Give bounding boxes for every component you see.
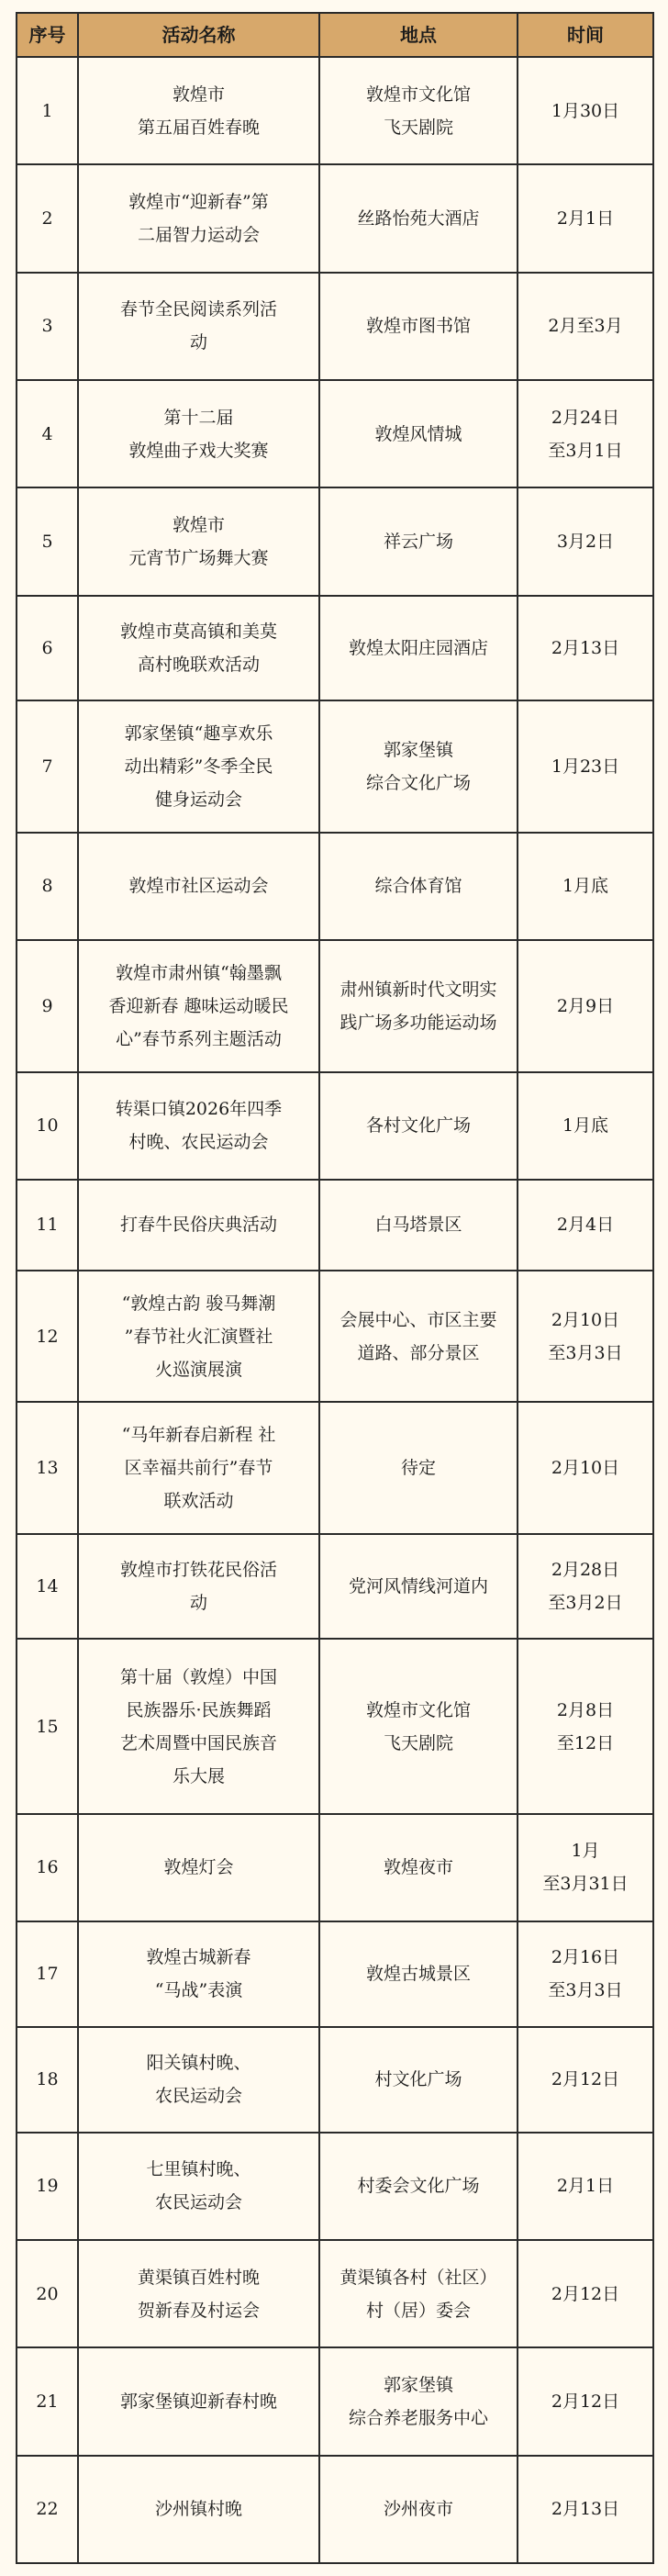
row-seq-cell bbox=[17, 1271, 78, 1402]
row-name-text: 郭家堡镇“趣享欢乐 动出精彩”冬季全民 健身运动会 bbox=[124, 723, 273, 811]
table-row bbox=[17, 700, 653, 832]
row-name-cell bbox=[78, 1402, 319, 1533]
row-time-cell bbox=[518, 2027, 653, 2133]
row-name-text: 转渠口镇2026年四季 村晚、农民运动会 bbox=[115, 1099, 283, 1153]
row-location-text: 村委会文化广场 bbox=[357, 2176, 480, 2197]
row-time-text: 1月底 bbox=[562, 876, 609, 897]
row-name-text: 沙州镇村晚 bbox=[154, 2499, 242, 2520]
events-table-wrapper bbox=[16, 12, 652, 2564]
row-time-cell bbox=[518, 1639, 653, 1813]
row-seq-text: 20 bbox=[36, 2283, 59, 2304]
row-location-cell bbox=[319, 380, 518, 487]
row-location-text: 敦煌市文化馆 飞天剧院 bbox=[365, 1699, 471, 1753]
row-name-cell bbox=[78, 1534, 319, 1640]
row-name-cell bbox=[78, 2133, 319, 2240]
row-time-cell bbox=[518, 57, 653, 164]
row-location-cell bbox=[319, 2240, 518, 2347]
row-time-cell bbox=[518, 273, 653, 380]
row-location-cell bbox=[319, 1534, 518, 1640]
row-time-cell bbox=[518, 164, 653, 272]
row-location-text: 敦煌古城景区 bbox=[365, 1964, 471, 1985]
row-name-text: “敦煌古韵 骏马舞潮 ”春节社火汇演暨社 火巡演展演 bbox=[121, 1293, 276, 1380]
row-time-cell bbox=[518, 1814, 653, 1921]
row-time-text: 2月9日 bbox=[556, 995, 615, 1016]
row-name-cell bbox=[78, 2027, 319, 2133]
row-seq-text: 10 bbox=[36, 1115, 59, 1137]
row-location-cell bbox=[319, 1639, 518, 1813]
row-name-text: 敦煌灯会 bbox=[163, 1857, 234, 1878]
row-location-cell bbox=[319, 833, 518, 940]
row-time-text: 2月10日 至3月3日 bbox=[548, 1309, 623, 1363]
header-seq: 序号 bbox=[17, 13, 78, 57]
row-location-cell bbox=[319, 1072, 518, 1180]
row-time-text: 2月16日 至3月3日 bbox=[548, 1947, 623, 2001]
row-location-text: 敦煌风情城 bbox=[374, 423, 462, 444]
row-time-text: 2月12日 bbox=[551, 2391, 620, 2412]
row-name-text: 郭家堡镇迎新春村晚 bbox=[119, 2391, 277, 2412]
row-location-text: 会展中心、市区主要 道路、部分景区 bbox=[340, 1309, 497, 1363]
row-seq-cell bbox=[17, 1180, 78, 1271]
table-row bbox=[17, 57, 653, 164]
row-name-cell bbox=[78, 833, 319, 940]
row-time-cell bbox=[518, 2456, 653, 2563]
header-name: 活动名称 bbox=[78, 13, 319, 57]
row-seq-cell bbox=[17, 273, 78, 380]
row-name-text: 黄渠镇百姓村晚 贺新春及村运会 bbox=[137, 2267, 260, 2321]
row-name-cell bbox=[78, 164, 319, 272]
row-location-cell bbox=[319, 57, 518, 164]
row-name-text: 打春牛民俗庆典活动 bbox=[119, 1215, 277, 1236]
row-seq-cell bbox=[17, 1639, 78, 1813]
row-seq-cell bbox=[17, 2133, 78, 2240]
row-location-text: 郭家堡镇 综合文化广场 bbox=[365, 740, 471, 794]
table-row bbox=[17, 1271, 653, 1402]
row-time-text: 2月至3月 bbox=[548, 316, 623, 337]
row-seq-text: 16 bbox=[36, 1857, 59, 1878]
row-location-cell bbox=[319, 2133, 518, 2240]
row-seq-cell bbox=[17, 1402, 78, 1533]
row-seq-cell bbox=[17, 2027, 78, 2133]
row-time-text: 2月4日 bbox=[556, 1215, 615, 1236]
row-time-cell bbox=[518, 1271, 653, 1402]
row-time-cell bbox=[518, 700, 653, 832]
table-row bbox=[17, 940, 653, 1071]
row-name-text: 第十届（敦煌）中国 民族器乐·民族舞蹈 艺术周暨中国民族音 乐大展 bbox=[119, 1666, 277, 1786]
row-seq-cell bbox=[17, 1814, 78, 1921]
row-location-text: 郭家堡镇 综合养老服务中心 bbox=[348, 2374, 488, 2428]
row-name-text: 敦煌市“迎新春”第 二届智力运动会 bbox=[128, 191, 269, 245]
row-time-cell bbox=[518, 1180, 653, 1271]
row-location-text: 村文化广场 bbox=[374, 2069, 462, 2090]
row-seq-cell bbox=[17, 1921, 78, 2027]
row-name-text: 第十二届 敦煌曲子戏大奖赛 bbox=[128, 407, 269, 461]
row-name-cell bbox=[78, 1639, 319, 1813]
table-row bbox=[17, 1921, 653, 2027]
row-seq-cell bbox=[17, 596, 78, 701]
table-row bbox=[17, 164, 653, 272]
row-time-text: 2月10日 bbox=[551, 1458, 620, 1479]
row-location-text: 敦煌太阳庄园酒店 bbox=[348, 638, 488, 658]
row-time-text: 1月23日 bbox=[551, 756, 620, 778]
row-location-text: 综合体育馆 bbox=[374, 876, 462, 897]
row-seq-text: 1 bbox=[41, 100, 53, 121]
row-name-text: 敦煌市 第五届百姓春晚 bbox=[137, 84, 260, 138]
row-seq-text: 13 bbox=[36, 1458, 59, 1479]
row-name-cell bbox=[78, 700, 319, 832]
table-row bbox=[17, 1402, 653, 1533]
table-row bbox=[17, 380, 653, 487]
table-row bbox=[17, 2347, 653, 2455]
row-time-cell bbox=[518, 1921, 653, 2027]
row-name-text: 敦煌市打铁花民俗活 动 bbox=[119, 1560, 277, 1614]
row-seq-text: 4 bbox=[41, 423, 53, 444]
row-time-cell bbox=[518, 2240, 653, 2347]
table-body bbox=[17, 57, 653, 2563]
row-name-cell bbox=[78, 596, 319, 701]
row-name-cell bbox=[78, 1814, 319, 1921]
table-row bbox=[17, 1180, 653, 1271]
row-name-text: 敦煌市 元宵节广场舞大赛 bbox=[128, 514, 269, 568]
row-location-cell bbox=[319, 596, 518, 701]
row-location-text: 祥云广场 bbox=[383, 531, 453, 552]
row-name-cell bbox=[78, 273, 319, 380]
row-location-text: 敦煌市文化馆 飞天剧院 bbox=[365, 84, 471, 138]
row-time-cell bbox=[518, 596, 653, 701]
row-location-cell bbox=[319, 1180, 518, 1271]
row-seq-cell bbox=[17, 1072, 78, 1180]
row-time-text: 1月30日 bbox=[551, 100, 620, 121]
row-location-text: 敦煌夜市 bbox=[383, 1857, 453, 1878]
row-seq-text: 7 bbox=[41, 756, 53, 778]
row-time-text: 2月8日 至12日 bbox=[556, 1699, 615, 1753]
row-seq-cell bbox=[17, 2456, 78, 2563]
row-time-text: 2月12日 bbox=[551, 2069, 620, 2090]
row-time-text: 3月2日 bbox=[556, 531, 615, 552]
row-seq-text: 15 bbox=[36, 1716, 59, 1737]
row-time-cell bbox=[518, 2133, 653, 2240]
row-seq-cell bbox=[17, 833, 78, 940]
row-name-cell bbox=[78, 1072, 319, 1180]
row-seq-text: 12 bbox=[36, 1326, 59, 1347]
table-row bbox=[17, 1639, 653, 1813]
row-seq-cell bbox=[17, 164, 78, 272]
row-time-cell bbox=[518, 940, 653, 1071]
row-time-cell bbox=[518, 1402, 653, 1533]
row-location-text: 肃州镇新时代文明实 践广场多功能运动场 bbox=[340, 979, 497, 1033]
row-location-cell bbox=[319, 700, 518, 832]
row-location-cell bbox=[319, 2347, 518, 2455]
row-seq-cell bbox=[17, 57, 78, 164]
table-row bbox=[17, 2456, 653, 2563]
row-name-cell bbox=[78, 2456, 319, 2563]
table-row bbox=[17, 2240, 653, 2347]
table-row bbox=[17, 1072, 653, 1180]
row-name-text: 春节全民阅读系列活 动 bbox=[119, 299, 277, 353]
row-location-text: 丝路怡苑大酒店 bbox=[357, 207, 480, 229]
row-seq-text: 3 bbox=[41, 316, 53, 337]
row-location-text: 黄渠镇各村（社区） 村（居）委会 bbox=[340, 2267, 497, 2321]
row-name-cell bbox=[78, 57, 319, 164]
row-seq-text: 19 bbox=[36, 2176, 59, 2197]
row-name-text: 敦煌市社区运动会 bbox=[128, 876, 269, 897]
row-location-text: 待定 bbox=[400, 1458, 436, 1479]
row-time-text: 2月13日 bbox=[551, 638, 620, 658]
row-seq-text: 5 bbox=[41, 531, 53, 552]
header-row bbox=[17, 13, 653, 57]
row-seq-cell bbox=[17, 940, 78, 1071]
row-name-cell bbox=[78, 1271, 319, 1402]
row-location-cell bbox=[319, 487, 518, 595]
row-location-cell bbox=[319, 1814, 518, 1921]
header-location: 地点 bbox=[319, 13, 518, 57]
row-location-text: 各村文化广场 bbox=[365, 1115, 471, 1137]
row-name-cell bbox=[78, 487, 319, 595]
table-row bbox=[17, 1534, 653, 1640]
row-seq-text: 6 bbox=[41, 638, 53, 658]
row-name-cell bbox=[78, 2240, 319, 2347]
row-name-cell bbox=[78, 940, 319, 1071]
row-name-cell bbox=[78, 1921, 319, 2027]
row-location-cell bbox=[319, 1402, 518, 1533]
row-seq-cell bbox=[17, 700, 78, 832]
row-time-text: 2月12日 bbox=[551, 2283, 620, 2304]
row-name-text: 敦煌古城新春 “马战”表演 bbox=[146, 1947, 251, 2001]
row-time-cell bbox=[518, 833, 653, 940]
row-seq-cell bbox=[17, 380, 78, 487]
row-time-cell bbox=[518, 487, 653, 595]
row-name-cell bbox=[78, 380, 319, 487]
row-time-cell bbox=[518, 1534, 653, 1640]
row-location-text: 党河风情线河道内 bbox=[348, 1576, 488, 1597]
row-time-cell bbox=[518, 2347, 653, 2455]
row-location-cell bbox=[319, 2456, 518, 2563]
table-row bbox=[17, 833, 653, 940]
row-seq-cell bbox=[17, 487, 78, 595]
row-name-text: 阳关镇村晚、 农民运动会 bbox=[146, 2053, 251, 2107]
row-name-cell bbox=[78, 1180, 319, 1271]
row-time-text: 2月1日 bbox=[556, 207, 615, 229]
row-time-cell bbox=[518, 380, 653, 487]
table-row bbox=[17, 596, 653, 701]
header-time: 时间 bbox=[518, 13, 653, 57]
row-location-cell bbox=[319, 2027, 518, 2133]
row-seq-text: 22 bbox=[36, 2499, 59, 2520]
row-seq-cell bbox=[17, 2240, 78, 2347]
table-header bbox=[17, 13, 653, 57]
row-seq-text: 14 bbox=[36, 1576, 59, 1597]
row-time-text: 2月1日 bbox=[556, 2176, 615, 2197]
row-time-cell bbox=[518, 1072, 653, 1180]
row-location-cell bbox=[319, 273, 518, 380]
row-seq-text: 21 bbox=[36, 2391, 59, 2412]
row-name-text: 敦煌市肃州镇“翰墨飘 香迎新春 趣味运动暖民 心”春节系列主题活动 bbox=[108, 962, 289, 1049]
events-table bbox=[16, 12, 654, 2564]
row-location-text: 沙州夜市 bbox=[383, 2499, 453, 2520]
table-row bbox=[17, 2027, 653, 2133]
row-seq-text: 11 bbox=[36, 1215, 59, 1236]
row-seq-cell bbox=[17, 1534, 78, 1640]
row-time-text: 2月24日 至3月1日 bbox=[548, 407, 623, 461]
row-name-text: 七里镇村晚、 农民运动会 bbox=[146, 2159, 251, 2213]
row-seq-text: 18 bbox=[36, 2069, 59, 2090]
row-location-text: 敦煌市图书馆 bbox=[365, 316, 471, 337]
row-location-cell bbox=[319, 164, 518, 272]
row-seq-text: 2 bbox=[41, 207, 53, 229]
row-location-cell bbox=[319, 1921, 518, 2027]
row-seq-cell bbox=[17, 2347, 78, 2455]
table-row bbox=[17, 1814, 653, 1921]
row-seq-text: 8 bbox=[41, 876, 53, 897]
row-location-cell bbox=[319, 940, 518, 1071]
row-time-text: 1月 至3月31日 bbox=[542, 1841, 629, 1895]
row-time-text: 2月13日 bbox=[551, 2499, 620, 2520]
row-time-text: 1月底 bbox=[562, 1115, 609, 1137]
table-row bbox=[17, 2133, 653, 2240]
row-seq-text: 17 bbox=[36, 1964, 59, 1985]
row-seq-text: 9 bbox=[41, 995, 53, 1016]
row-location-cell bbox=[319, 1271, 518, 1402]
table-row bbox=[17, 487, 653, 595]
row-time-text: 2月28日 至3月2日 bbox=[548, 1560, 623, 1614]
row-name-cell bbox=[78, 2347, 319, 2455]
row-name-text: “马年新春启新程 社 区幸福共前行”春节 联欢活动 bbox=[121, 1425, 276, 1512]
table-row bbox=[17, 273, 653, 380]
row-location-text: 白马塔景区 bbox=[374, 1215, 462, 1236]
row-name-text: 敦煌市莫高镇和美莫 高村晚联欢活动 bbox=[119, 622, 277, 675]
